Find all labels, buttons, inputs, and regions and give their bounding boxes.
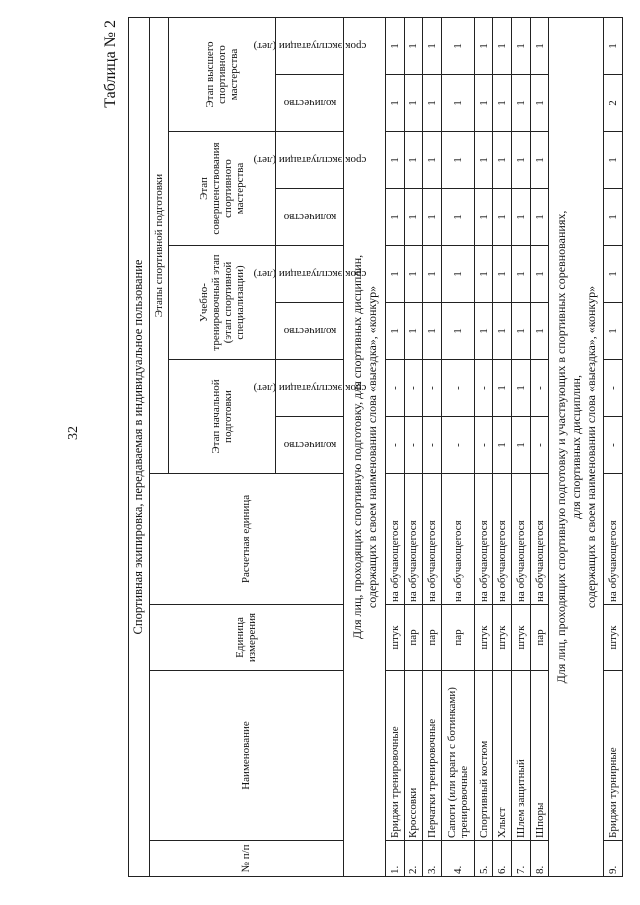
- col-header-stage-4: Этап высшего спортивного мастерства: [168, 18, 276, 132]
- term-cell: 1: [423, 132, 442, 189]
- term-cell: -: [404, 360, 423, 417]
- row-number: 7.: [512, 841, 531, 877]
- col-header-unit: Единица измерения: [149, 605, 343, 671]
- qty-cell: -: [604, 417, 623, 474]
- term-cell: 1: [423, 18, 442, 75]
- section-2-line-1: Для лиц, проходящих спортивную подготовку и участвующих в спортивных соревнованиях,: [553, 210, 568, 684]
- table-row: [493, 18, 512, 877]
- qty-cell: 1: [404, 303, 423, 360]
- col-header-num: № п/п: [149, 841, 343, 877]
- item-calc-unit: на обучающегося: [474, 474, 493, 605]
- qty-cell: 1: [530, 303, 549, 360]
- row-number: 4.: [441, 841, 474, 877]
- qty-cell: 1: [512, 303, 531, 360]
- col-header-stages: Этапы спортивной подготовки: [149, 18, 168, 474]
- col-header-calc-unit: Расчетная единица: [149, 474, 343, 605]
- table-row: [441, 18, 474, 877]
- qty-cell: 1: [385, 75, 404, 132]
- qty-cell: 1: [493, 189, 512, 246]
- table-row: [604, 18, 623, 877]
- row-number: 9.: [604, 841, 623, 877]
- item-name: Шлем защитный: [512, 671, 531, 841]
- section-2-line-3: содержащих в своем наименовании слова «выездка», «конкур»: [583, 285, 598, 609]
- item-name: Бриджи тренировочные: [385, 671, 404, 841]
- page-number: 32: [66, 426, 81, 440]
- term-cell: 1: [404, 18, 423, 75]
- term-label: срок эксплуатации (лет): [253, 40, 366, 53]
- section-1-line-2: содержащих в своем наименовании слова «выездка», «конкур»: [364, 285, 379, 609]
- term-cell: 1: [441, 132, 474, 189]
- qty-cell: -: [404, 417, 423, 474]
- qty-cell: 1: [423, 189, 442, 246]
- qty-label: количество: [283, 439, 336, 452]
- item-calc-unit: на обучающегося: [604, 474, 623, 605]
- term-cell: 1: [385, 132, 404, 189]
- qty-cell: 1: [474, 189, 493, 246]
- col-header-stage-1: Этап начальной подготовки: [168, 360, 276, 474]
- qty-cell: -: [385, 417, 404, 474]
- item-calc-unit: на обучающегося: [512, 474, 531, 605]
- term-cell: 1: [493, 246, 512, 303]
- col-header-stage-3: Этап совершенствования спортивного мастерства: [168, 132, 276, 246]
- qty-cell: 2: [604, 75, 623, 132]
- qty-cell: 1: [474, 303, 493, 360]
- qty-cell: 1: [423, 75, 442, 132]
- table-row: [474, 18, 493, 877]
- item-unit: штук: [474, 605, 493, 671]
- table-label: Таблица № 2: [102, 20, 119, 108]
- term-cell: -: [423, 360, 442, 417]
- term-cell: 1: [530, 132, 549, 189]
- qty-cell: 1: [404, 75, 423, 132]
- term-cell: 1: [474, 18, 493, 75]
- section-1-line-1: Для лиц, проходящих спортивную подготовку, для спортивных дисциплин,: [349, 254, 364, 640]
- term-cell: -: [604, 360, 623, 417]
- item-name: Шпоры: [530, 671, 549, 841]
- term-cell: 1: [604, 132, 623, 189]
- term-cell: 1: [493, 132, 512, 189]
- row-number: 2.: [404, 841, 423, 877]
- section-2-rows: [604, 18, 623, 877]
- term-cell: 1: [474, 132, 493, 189]
- qty-cell: 1: [385, 303, 404, 360]
- item-calc-unit: на обучающегося: [530, 474, 549, 605]
- row-number: 5.: [474, 841, 493, 877]
- item-name: Кроссовки: [404, 671, 423, 841]
- row-number: 1.: [385, 841, 404, 877]
- col-header-term: [253, 246, 366, 303]
- qty-cell: 1: [404, 189, 423, 246]
- qty-label: количество: [283, 97, 336, 110]
- term-cell: -: [385, 360, 404, 417]
- qty-cell: -: [530, 417, 549, 474]
- term-cell: 1: [385, 246, 404, 303]
- table-caption: Спортивная экипировка, передаваемая в индивидуальное пользование: [129, 18, 150, 877]
- qty-cell: 1: [441, 75, 474, 132]
- term-cell: 1: [423, 246, 442, 303]
- item-unit: штук: [604, 605, 623, 671]
- section-1-rows: [385, 18, 549, 877]
- section-header-2: [549, 18, 604, 877]
- col-header-qty: [276, 417, 344, 474]
- qty-label: количество: [283, 325, 336, 338]
- item-calc-unit: на обучающегося: [385, 474, 404, 605]
- rotated-page-content: [102, 20, 623, 877]
- qty-cell: 1: [441, 189, 474, 246]
- col-header-stage-2: Учебно-тренировочный этап (этап спортивной специализации): [168, 246, 276, 360]
- qty-cell: -: [441, 417, 474, 474]
- section-header-1: [344, 18, 386, 877]
- qty-cell: 1: [493, 417, 512, 474]
- col-header-name: Наименование: [149, 671, 343, 841]
- col-header-qty: [276, 303, 344, 360]
- qty-cell: -: [474, 417, 493, 474]
- term-cell: 1: [530, 18, 549, 75]
- table-row: [512, 18, 531, 877]
- row-number: 3.: [423, 841, 442, 877]
- item-name: Спортивный костюм: [474, 671, 493, 841]
- term-cell: -: [474, 360, 493, 417]
- qty-cell: 1: [604, 189, 623, 246]
- term-cell: 1: [404, 132, 423, 189]
- qty-cell: 1: [423, 303, 442, 360]
- term-cell: 1: [441, 18, 474, 75]
- term-cell: 1: [512, 246, 531, 303]
- term-cell: 1: [604, 246, 623, 303]
- qty-cell: 1: [512, 75, 531, 132]
- qty-cell: 1: [385, 189, 404, 246]
- term-cell: 1: [530, 246, 549, 303]
- qty-cell: 1: [530, 189, 549, 246]
- item-name: Хлыст: [493, 671, 512, 841]
- term-cell: 1: [404, 246, 423, 303]
- item-calc-unit: на обучающегося: [404, 474, 423, 605]
- qty-cell: -: [423, 417, 442, 474]
- item-unit: пар: [423, 605, 442, 671]
- term-cell: 1: [512, 132, 531, 189]
- qty-cell: 1: [441, 303, 474, 360]
- qty-label: количество: [283, 211, 336, 224]
- item-unit: штук: [385, 605, 404, 671]
- term-label: срок эксплуатации (лет): [253, 382, 366, 395]
- term-cell: 1: [385, 18, 404, 75]
- col-header-term: [253, 132, 366, 189]
- item-unit: пар: [530, 605, 549, 671]
- item-name: Бриджи турнирные: [604, 671, 623, 841]
- row-number: 6.: [493, 841, 512, 877]
- term-cell: -: [441, 360, 474, 417]
- qty-cell: 1: [604, 303, 623, 360]
- term-label: срок эксплуатации (лет): [253, 268, 366, 281]
- item-unit: штук: [493, 605, 512, 671]
- term-cell: 1: [493, 360, 512, 417]
- qty-cell: 1: [493, 75, 512, 132]
- item-unit: пар: [441, 605, 474, 671]
- term-cell: 1: [604, 18, 623, 75]
- table-row: [423, 18, 442, 877]
- table-row: [404, 18, 423, 877]
- item-calc-unit: на обучающегося: [493, 474, 512, 605]
- row-number: 8.: [530, 841, 549, 877]
- col-header-term: [253, 18, 366, 75]
- section-2-line-2: для спортивных дисциплин,: [568, 375, 583, 519]
- item-calc-unit: на обучающегося: [423, 474, 442, 605]
- item-name: Сапоги (или краги с ботинками) тренировочные: [441, 671, 474, 841]
- term-cell: -: [530, 360, 549, 417]
- term-cell: 1: [512, 360, 531, 417]
- qty-cell: 1: [512, 189, 531, 246]
- item-name: Перчатки тренировочные: [423, 671, 442, 841]
- term-label: срок эксплуатации (лет): [253, 154, 366, 167]
- term-cell: 1: [512, 18, 531, 75]
- table-row: [385, 18, 404, 877]
- equipment-table: [128, 17, 623, 877]
- table-row: [530, 18, 549, 877]
- col-header-qty: [276, 189, 344, 246]
- col-header-qty: [276, 75, 344, 132]
- term-cell: 1: [493, 18, 512, 75]
- qty-cell: 1: [512, 417, 531, 474]
- qty-cell: 1: [474, 75, 493, 132]
- qty-cell: 1: [493, 303, 512, 360]
- qty-cell: 1: [530, 75, 549, 132]
- term-cell: 1: [441, 246, 474, 303]
- item-unit: штук: [512, 605, 531, 671]
- col-header-term: [253, 360, 366, 417]
- term-cell: 1: [474, 246, 493, 303]
- item-calc-unit: на обучающегося: [441, 474, 474, 605]
- item-unit: пар: [404, 605, 423, 671]
